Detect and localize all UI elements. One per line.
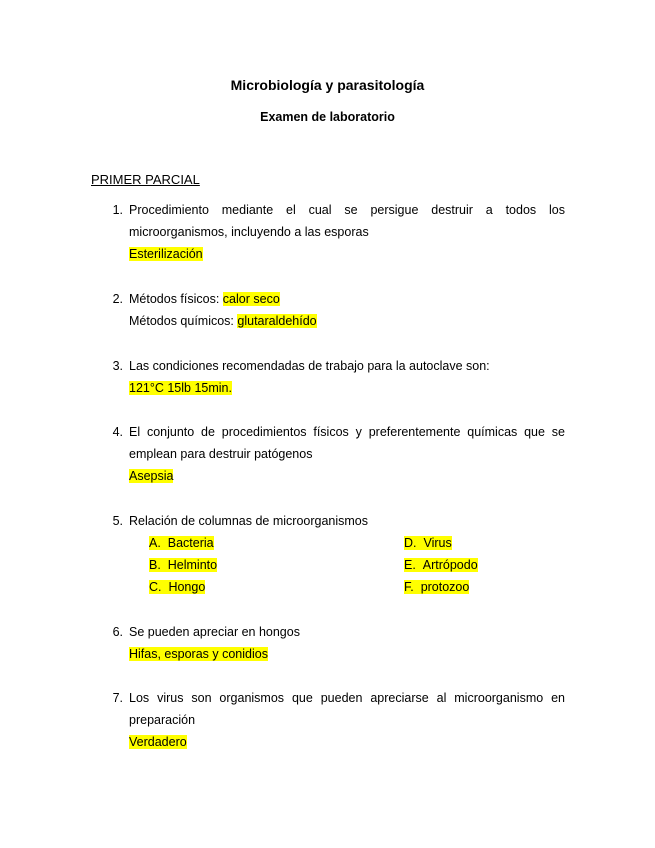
question-text: El conjunto de procedimientos físicos y preferentemente químicas que se emplean para destruir patógenos bbox=[129, 425, 565, 461]
question-2 bbox=[107, 288, 565, 332]
document-title: Microbiología y parasitología bbox=[230, 77, 425, 93]
question-text: Procedimiento mediante el cual se persigue destruir a todos los microorganismos, incluyendo a las esporas bbox=[129, 203, 565, 239]
right-column bbox=[404, 532, 478, 598]
document-subtitle: Examen de laboratorio bbox=[260, 110, 395, 124]
question-text: Se pueden apreciar en hongos bbox=[129, 625, 300, 639]
section-heading: PRIMER PARCIAL bbox=[91, 172, 200, 187]
question-3 bbox=[107, 355, 565, 399]
question-number: 6. bbox=[112, 625, 123, 639]
question-number: 3. bbox=[112, 359, 123, 373]
physical-methods-label: Métodos físicos: bbox=[129, 292, 223, 306]
question-4 bbox=[107, 421, 565, 487]
question-number: 4. bbox=[112, 425, 123, 439]
list-item: D. Virus bbox=[404, 536, 452, 550]
question-number: 2. bbox=[112, 292, 123, 306]
question-text: Las condiciones recomendadas de trabajo para la autoclave son: bbox=[129, 359, 490, 373]
chemical-methods-label: Métodos químicos: bbox=[129, 314, 238, 328]
list-item: F. protozoo bbox=[404, 580, 470, 594]
list-item: B. Helminto bbox=[149, 558, 218, 572]
answer-highlight: Verdadero bbox=[129, 735, 187, 749]
answer-highlight: Esterilización bbox=[129, 247, 203, 261]
question-number: 7. bbox=[112, 691, 123, 705]
answer-highlight: Asepsia bbox=[129, 469, 174, 483]
question-7 bbox=[107, 687, 565, 753]
list-item: C. Hongo bbox=[149, 580, 206, 594]
question-6 bbox=[107, 621, 565, 665]
question-5 bbox=[107, 510, 565, 598]
question-number: 1. bbox=[112, 203, 123, 217]
list-item: A. Bacteria bbox=[149, 536, 214, 550]
answer-highlight: glutaraldehído bbox=[237, 314, 317, 328]
answer-highlight: 121°C 15lb 15min. bbox=[129, 381, 232, 395]
left-column bbox=[149, 532, 217, 598]
matching-columns bbox=[129, 532, 565, 598]
question-number: 5. bbox=[112, 514, 123, 528]
question-text: Relación de columnas de microorganismos bbox=[129, 514, 369, 528]
question-text: Los virus son organismos que pueden apreciarse al microorganismo en preparación bbox=[129, 691, 565, 727]
answer-highlight: Hifas, esporas y conidios bbox=[129, 647, 268, 661]
list-item: E. Artrópodo bbox=[404, 558, 478, 572]
question-1 bbox=[107, 199, 565, 265]
answer-highlight: calor seco bbox=[222, 292, 280, 306]
